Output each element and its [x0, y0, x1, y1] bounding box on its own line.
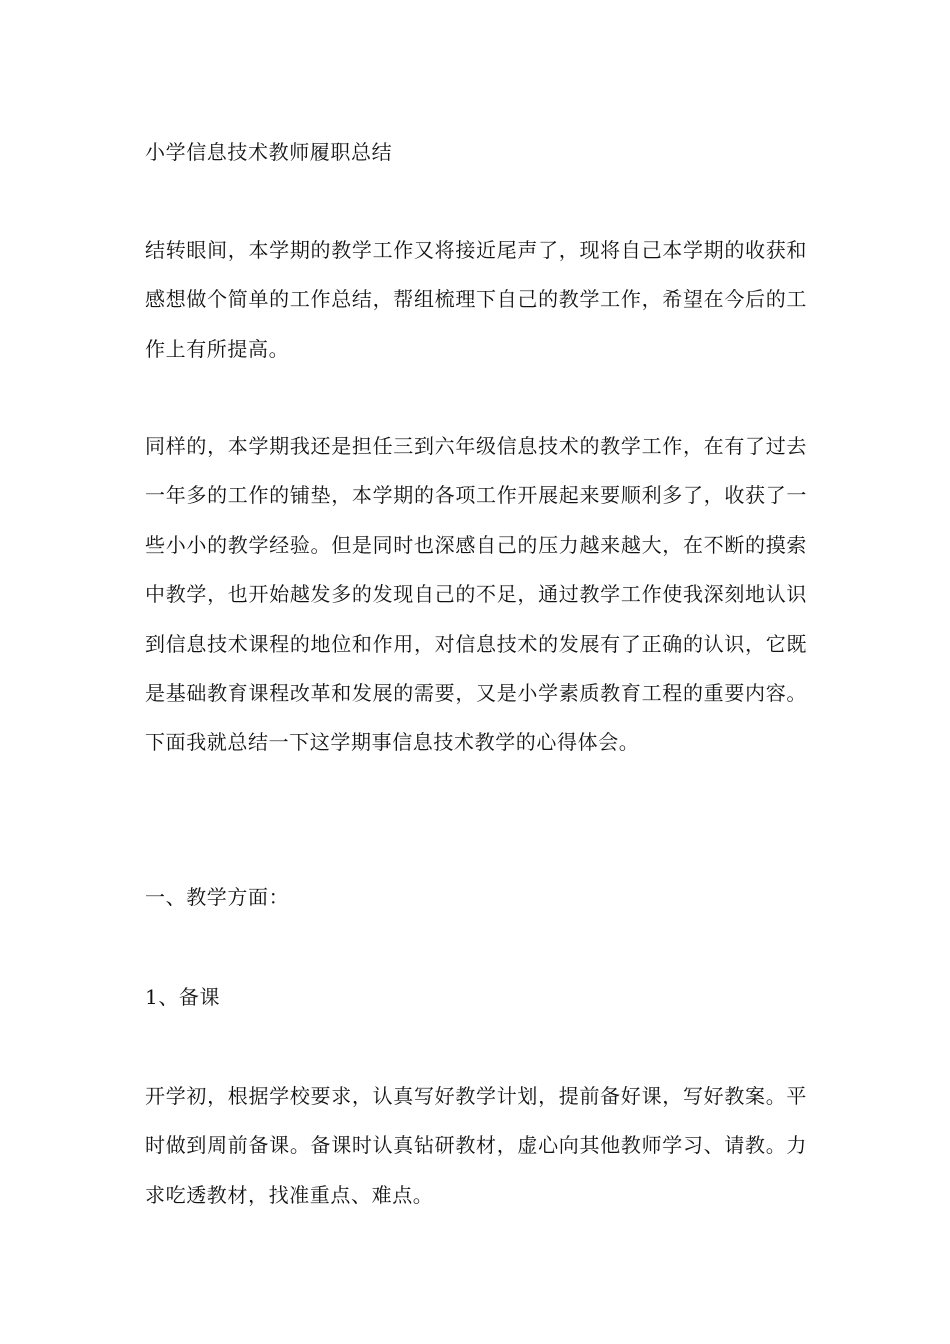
lesson-prep-paragraph: 开学初，根据学校要求，认真写好教学计划，提前备好课，写好教案。平时做到周前备课。备课时认真钻研教材，虚心向其他教师学习、请教。力求吃透教材，找准重点、难点。	[145, 1084, 807, 1207]
document-title: 小学信息技术教师履职总结	[145, 140, 393, 164]
section-heading: 一、教学方面：	[145, 885, 290, 909]
body-paragraph: 同样的，本学期我还是担任三到六年级信息技术的教学工作，在有了过去一年多的工作的铺垫，本学期的各项工作开展起来要顺利多了，收获了一些小小的教学经验。但是同时也深感自己的压力越来越大，在不断的摸索中教学，也开始越发多的发现自己的不足，通过教学工作使我深刻地认识到信息技术课程的地位和作用，对信息技术的发展有了正确的认识，它既是基础教育课程改革和发展的需要，又是小学素质教育工程的重要内容。下面我就总结一下这学期事信息技术教学的心得体会。	[145, 434, 807, 755]
subsection-heading: 1、备课	[145, 985, 221, 1009]
intro-paragraph: 结转眼间，本学期的教学工作又将接近尾声了，现将自己本学期的收获和感想做个简单的工作总结，帮组梳理下自己的教学工作，希望在今后的工作上有所提高。	[145, 238, 807, 361]
